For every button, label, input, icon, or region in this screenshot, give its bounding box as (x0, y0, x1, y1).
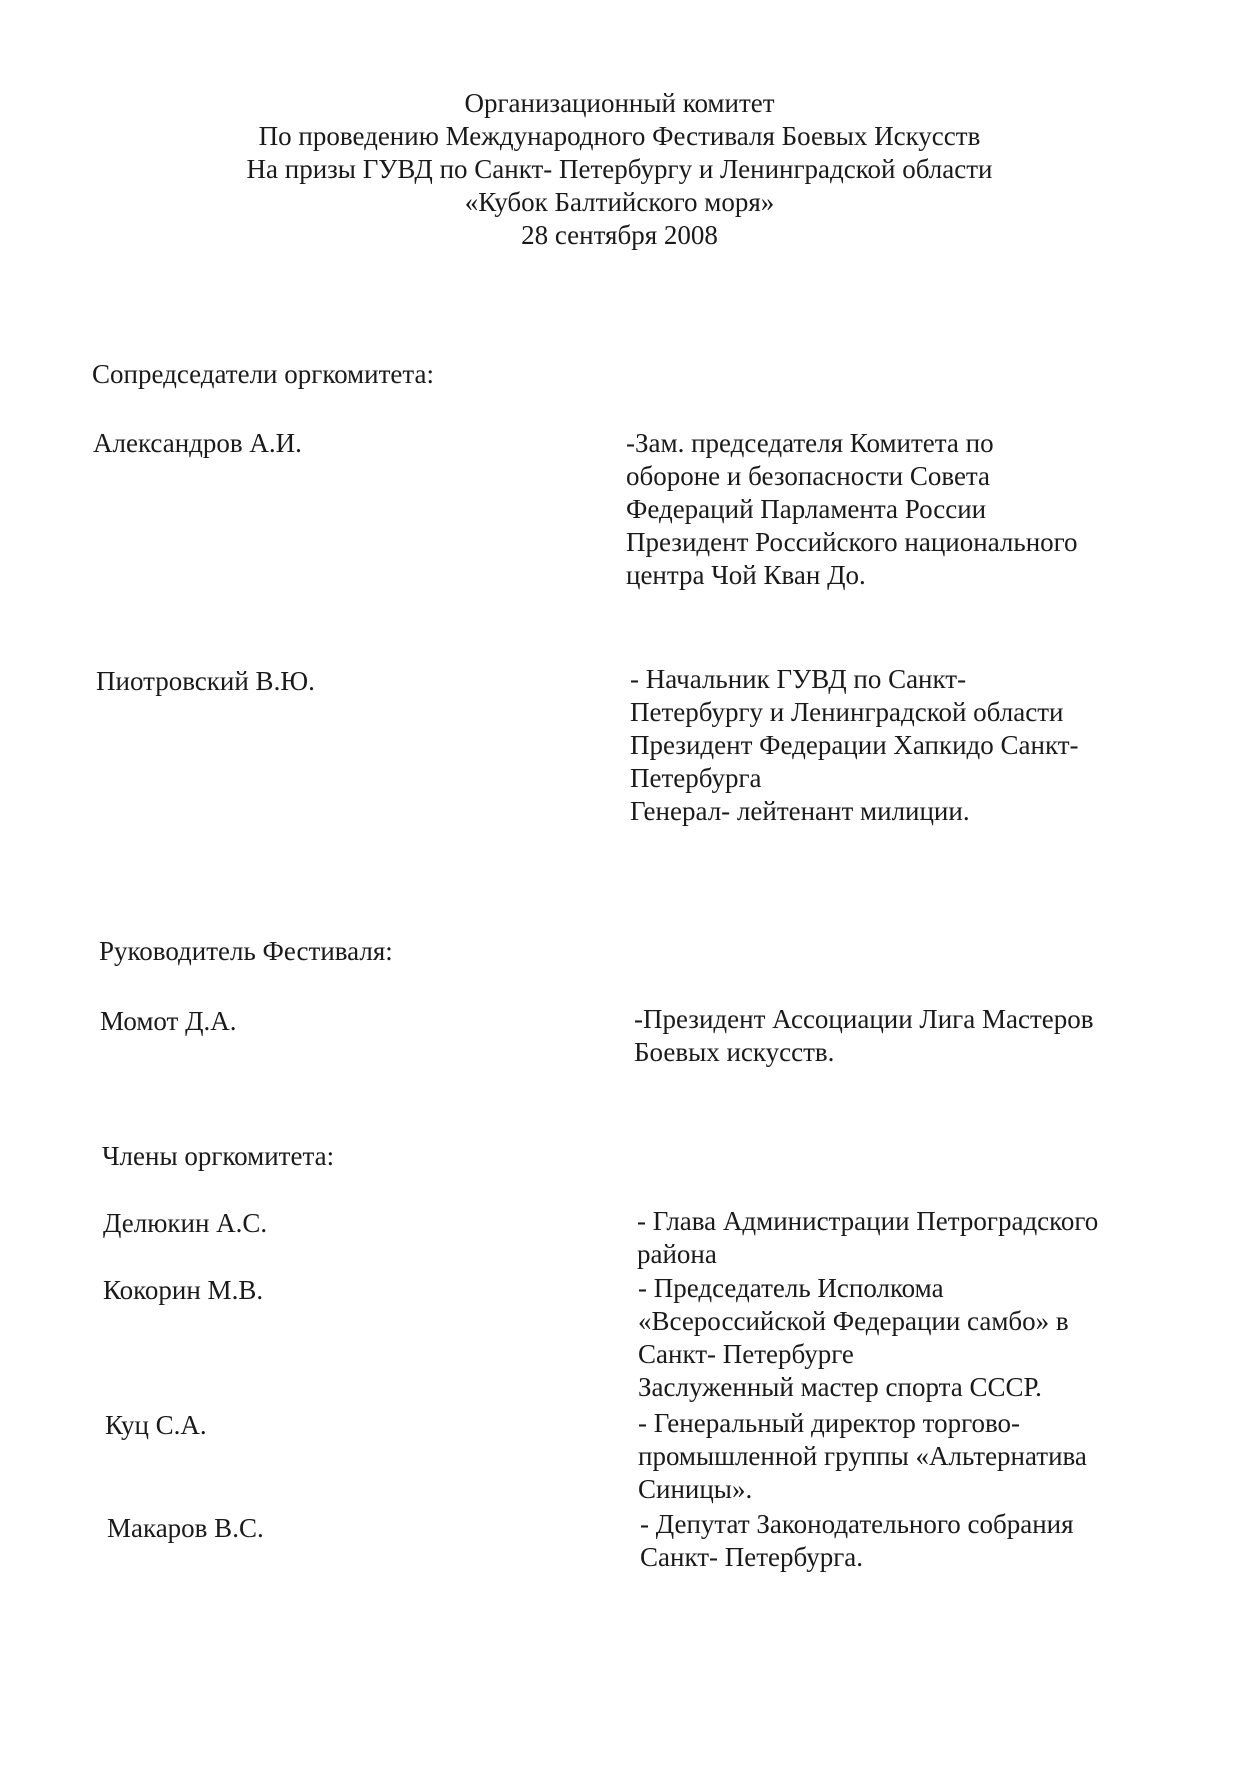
role-line: центра Чой Кван До. (626, 560, 866, 590)
role-line: Генерал- лейтенант милиции. (630, 796, 970, 826)
role-line: «Всероссийской Федерации самбо» в (638, 1306, 1069, 1336)
role-line: Федераций Парламента России (626, 494, 987, 524)
role-line: -Зам. председателя Комитета по (626, 428, 994, 458)
role-line: Президент Федерации Хапкидо Санкт- (630, 730, 1079, 760)
section-title-director: Руководитель Фестиваля: (99, 936, 393, 966)
role-line: Синицы». (638, 1474, 753, 1504)
member-role-delyukin (637, 1205, 1098, 1271)
header-cup-name: «Кубок Балтийского моря» (464, 187, 775, 217)
role-line: -Президент Ассоциации Лига Мастеров (634, 1004, 1094, 1034)
role-line: района (637, 1239, 717, 1269)
role-line: Президент Российского национального (626, 527, 1078, 557)
role-line: Петербургу и Ленинградской области (630, 697, 1064, 727)
role-line: Боевых искусств. (634, 1037, 835, 1067)
role-line: - Депутат Законодательного собрания (640, 1509, 1074, 1539)
role-line: - Начальник ГУВД по Санкт- (630, 664, 967, 694)
role-line: Санкт- Петербурге (638, 1339, 854, 1369)
member-role-momot (634, 1003, 1094, 1069)
member-role-kuts (638, 1407, 1087, 1506)
role-line: - Генеральный директор торгово- (638, 1408, 1021, 1438)
member-name-kuts: Куц С.А. (105, 1410, 207, 1440)
role-line: Санкт- Петербурга. (640, 1542, 864, 1572)
header-prizes-line: На призы ГУВД по Санкт- Петербургу и Ленинградской области (246, 154, 993, 184)
role-line: Заслуженный мастер спорта СССР. (638, 1372, 1042, 1402)
role-line: обороне и безопасности Совета (626, 461, 991, 491)
member-role-makarov (640, 1508, 1074, 1574)
role-line: Петербурга (630, 763, 762, 793)
header-festival-title: По проведению Международного Фестиваля Боевых Искусств (258, 121, 981, 151)
role-line: - Глава Администрации Петроградского (637, 1206, 1099, 1236)
role-line: - Председатель Исполкома (638, 1273, 944, 1303)
header-date: 28 сентября 2008 (521, 220, 718, 250)
member-name-kokorin: Кокорин М.В. (103, 1275, 264, 1305)
member-name-momot: Момот Д.А. (100, 1006, 237, 1036)
member-name-aleksandrov: Александров А.И. (93, 428, 302, 458)
member-name-delyukin: Делюкин А.С. (103, 1208, 268, 1238)
section-title-cochairs: Сопредседатели оргкомитета: (92, 359, 434, 389)
role-line: промышленной группы «Альтернатива (638, 1441, 1087, 1471)
section-title-members: Члены оргкомитета: (102, 1141, 335, 1171)
document-header (0, 87, 1239, 252)
member-role-kokorin (638, 1272, 1069, 1404)
member-role-piotrovsky (630, 663, 1079, 828)
header-committee-title: Организационный комитет (464, 88, 775, 118)
member-name-makarov: Макаров В.С. (107, 1513, 264, 1543)
member-name-piotrovsky: Пиотровский В.Ю. (96, 666, 315, 696)
member-role-aleksandrov (626, 427, 1078, 592)
